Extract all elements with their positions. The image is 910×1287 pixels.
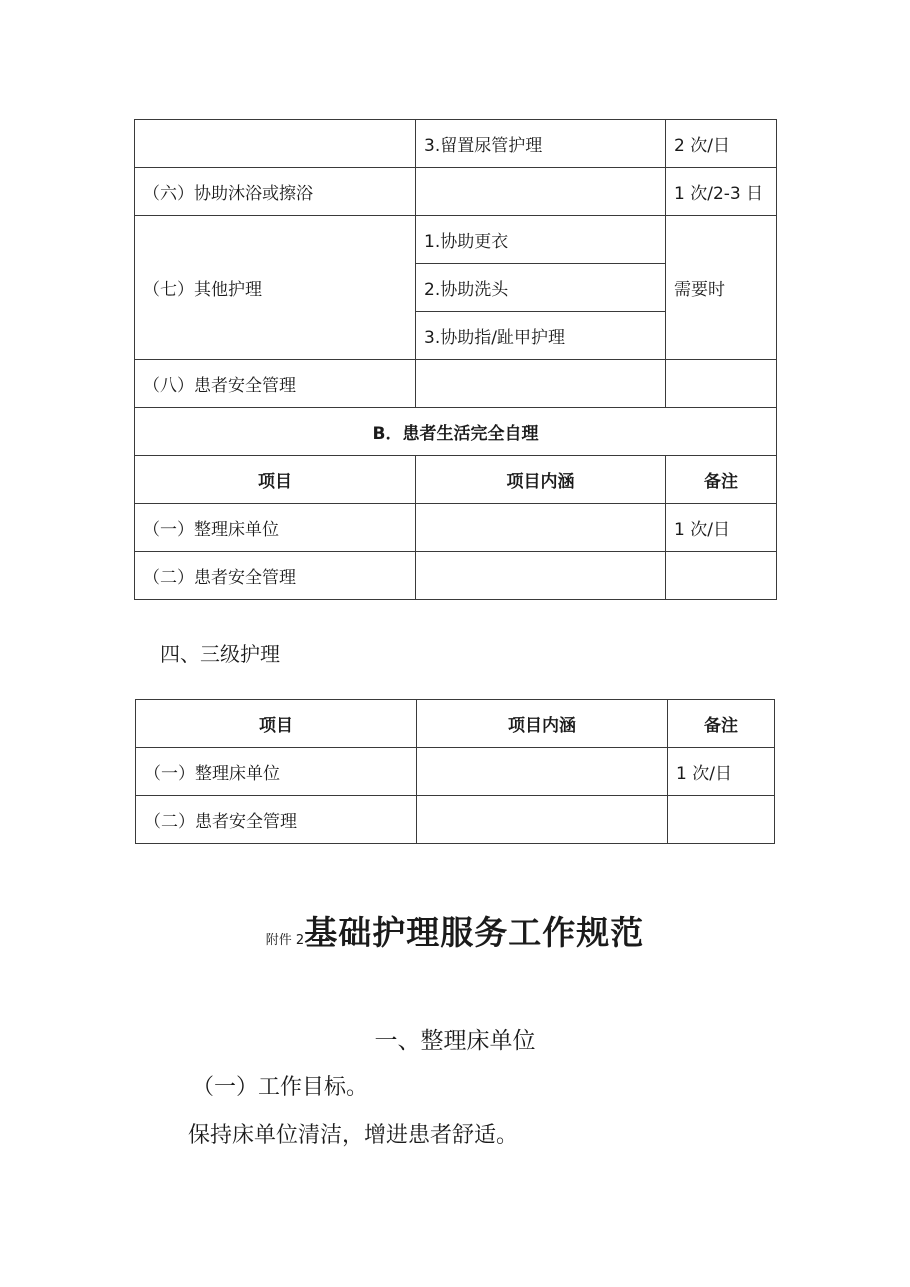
note-cell <box>666 552 777 600</box>
subsubsection-heading: （一）工作目标。 <box>192 1075 369 1100</box>
content-cell: 3.留置尿管护理 <box>416 120 666 168</box>
subsection-heading: 一、整理床单位 <box>374 1028 536 1054</box>
document-title <box>0 907 910 954</box>
table-row <box>136 748 775 796</box>
note-cell: 1 次/日 <box>668 748 775 796</box>
note-cell: 1 次/日 <box>666 504 777 552</box>
header-row <box>136 700 775 748</box>
header-note: 备注 <box>668 700 775 748</box>
table-row <box>136 796 775 844</box>
item-cell: （八）患者安全管理 <box>135 360 416 408</box>
header-content: 项目内涵 <box>416 456 666 504</box>
item-cell: （七）其他护理 <box>135 216 416 360</box>
content-cell <box>417 796 668 844</box>
table-row <box>135 168 777 216</box>
content-cell <box>416 360 666 408</box>
table-row <box>135 216 777 264</box>
title-text: 基础护理服务工作规范 <box>304 913 645 952</box>
item-cell: （二）患者安全管理 <box>135 552 416 600</box>
content-cell <box>417 748 668 796</box>
note-cell <box>668 796 775 844</box>
nursing-table-level3 <box>135 699 775 844</box>
note-cell <box>666 360 777 408</box>
note-cell: 1 次/2-3 日 <box>666 168 777 216</box>
section-b-heading: B．患者生活完全自理 <box>135 408 777 456</box>
item-cell <box>135 120 416 168</box>
attachment-label: 附件 2 <box>265 933 305 948</box>
content-cell <box>416 504 666 552</box>
nursing-table-level2 <box>134 119 777 600</box>
paragraph: 保持床单位清洁，增进患者舒适。 <box>188 1123 519 1148</box>
table-row <box>135 360 777 408</box>
section-row <box>135 408 777 456</box>
header-note: 备注 <box>666 456 777 504</box>
table-row <box>135 120 777 168</box>
table-row <box>135 552 777 600</box>
header-content: 项目内涵 <box>417 700 668 748</box>
table-row <box>135 504 777 552</box>
content-cell <box>416 552 666 600</box>
header-row <box>135 456 777 504</box>
content-cell: 3.协助指/趾甲护理 <box>416 312 666 360</box>
note-cell: 需要时 <box>666 216 777 360</box>
header-item: 项目 <box>136 700 417 748</box>
item-cell: （二）患者安全管理 <box>136 796 417 844</box>
header-item: 项目 <box>135 456 416 504</box>
content-cell: 2.协助洗头 <box>416 264 666 312</box>
note-cell: 2 次/日 <box>666 120 777 168</box>
item-cell: （六）协助沐浴或擦浴 <box>135 168 416 216</box>
content-cell <box>416 168 666 216</box>
item-cell: （一）整理床单位 <box>136 748 417 796</box>
section-heading-level3: 四、三级护理 <box>160 642 280 666</box>
item-cell: （一）整理床单位 <box>135 504 416 552</box>
content-cell: 1.协助更衣 <box>416 216 666 264</box>
